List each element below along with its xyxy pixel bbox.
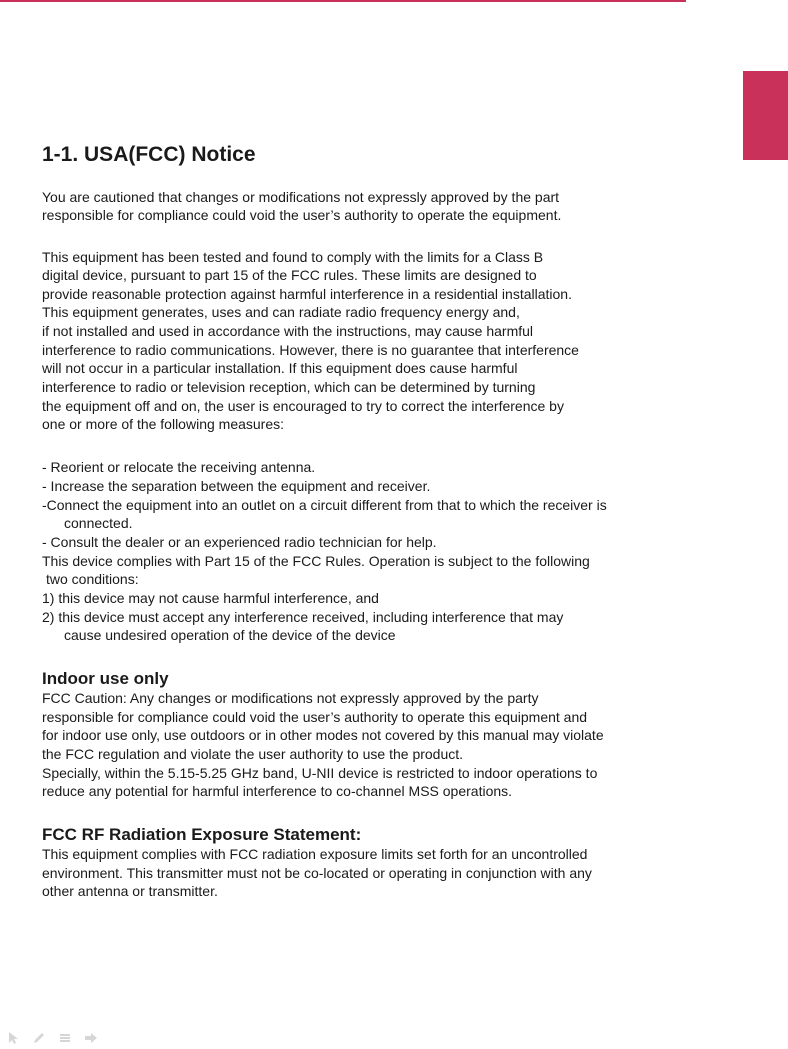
indoor-line: for indoor use only, use outdoors or in other modes not covered by this manual may violate [42, 727, 604, 743]
measure-item: connected. [64, 515, 133, 531]
paragraph-line: responsible for compliance could void the user’s authority to operate the equipment. [42, 207, 562, 223]
measure-item: -Connect the equipment into an outlet on a circuit different from that to which the receiver is [42, 497, 607, 513]
indoor-line: Specially, within the 5.15-5.25 GHz band, U-NII device is restricted to indoor operations to [42, 765, 598, 781]
compliance-line: two conditions: [46, 571, 139, 587]
rf-line: other antenna or transmitter. [42, 883, 218, 899]
compliance-line: 2) this device must accept any interference received, including interference that may [42, 609, 564, 625]
measure-item: - Reorient or relocate the receiving antenna. [42, 459, 316, 475]
measure-item: - Increase the separation between the equipment and receiver. [42, 478, 431, 494]
paragraph-line: This equipment generates, uses and can radiate radio frequency energy and, [42, 304, 520, 320]
compliance-line: cause undesired operation of the device of the device [64, 627, 396, 643]
indoor-line: FCC Caution: Any changes or modifications not expressly approved by the party [42, 690, 539, 706]
paragraph-line: the equipment off and on, the user is encouraged to try to correct the interference by [42, 398, 564, 414]
paragraph-line: This equipment has been tested and found to comply with the limits for a Class B [42, 249, 544, 265]
header-rule [0, 0, 686, 2]
rf-heading: FCC RF Radiation Exposure Statement: [42, 825, 362, 844]
menu-icon[interactable] [58, 1031, 72, 1045]
rf-line: environment. This transmitter must not be co-located or operating in conjunction with any [42, 865, 592, 881]
viewer-nav [6, 1031, 98, 1045]
paragraph-line: interference to radio or television reception, which can be determined by turning [42, 379, 536, 395]
paragraph-line: You are cautioned that changes or modifications not expressly approved by the part [42, 189, 560, 205]
measure-item: - Consult the dealer or an experienced radio technician for help. [42, 534, 437, 550]
chapter-tab [743, 71, 788, 160]
next-arrow-icon[interactable] [84, 1031, 98, 1045]
rf-line: This equipment complies with FCC radiation exposure limits set forth for an uncontrolled [42, 846, 588, 862]
indoor-line: reduce any potential for harmful interference to co-channel MSS operations. [42, 783, 513, 799]
pointer-icon[interactable] [6, 1031, 20, 1045]
paragraph-line: interference to radio communications. However, there is no guarantee that interference [42, 342, 579, 358]
compliance-line: 1) this device may not cause harmful interference, and [42, 590, 379, 606]
indoor-line: responsible for compliance could void the user’s authority to operate this equipment and [42, 709, 588, 725]
pen-icon[interactable] [32, 1031, 46, 1045]
paragraph-line: will not occur in a particular installation. If this equipment does cause harmful [42, 360, 518, 376]
compliance-line: This device complies with Part 15 of the FCC Rules. Operation is subject to the following [42, 553, 590, 569]
paragraph-line: if not installed and used in accordance with the instructions, may cause harmful [42, 323, 534, 339]
indoor-line: the FCC regulation and violate the user authority to use the product. [42, 746, 464, 762]
indoor-heading: Indoor use only [42, 669, 169, 688]
paragraph-line: provide reasonable protection against harmful interference in a residential installation. [42, 286, 572, 302]
paragraph-line: digital device, pursuant to part 15 of the FCC rules. These limits are designed to [42, 267, 537, 283]
paragraph-line: one or more of the following measures: [42, 416, 285, 432]
page-title: 1-1. USA(FCC) Notice [42, 143, 256, 166]
